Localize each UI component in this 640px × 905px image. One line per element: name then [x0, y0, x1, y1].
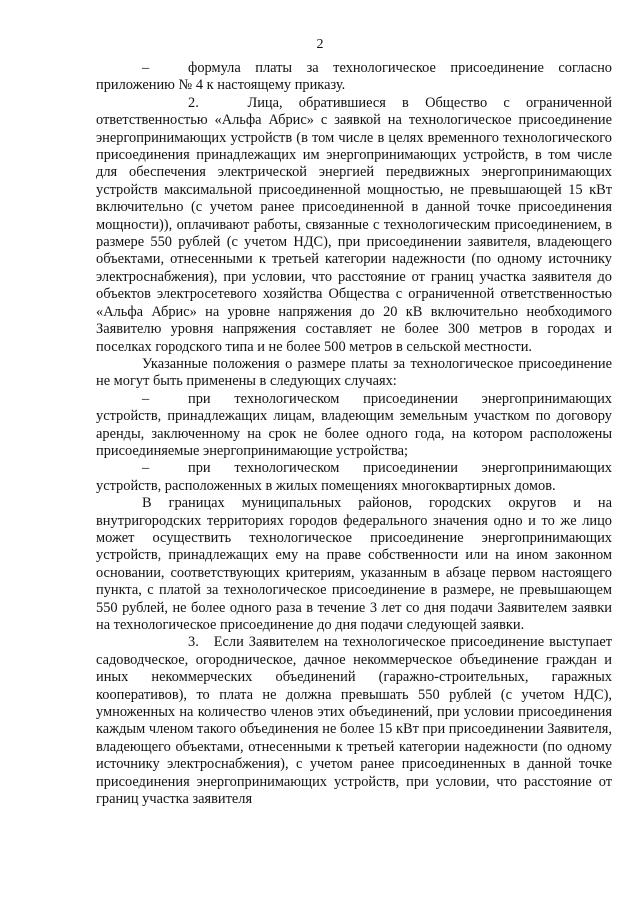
- list-dash: –: [142, 60, 150, 76]
- clause-number: 3.: [188, 634, 199, 651]
- list-dash: –: [142, 460, 150, 477]
- paragraph-exception-lease: [96, 391, 612, 461]
- paragraph-clause-3: [96, 634, 612, 808]
- paragraph-text: формула платы за технологическое присоединение согласно приложению № 4 к настоящему приказу.: [96, 60, 612, 94]
- paragraph-text: Лица, обратившиеся в Общество с ограниченной ответственностью «Альфа Абрис» с заявкой на технологическое присоединение энергопринимающих устройств (в том числе в целях временного технологического присоединения принадлежащих им энергопринимающих устройств, в том числе для обеспечения электрической энергией передвижных энергопринимающих устройств максимальной присоединенной мощностью, не превышающей 15 кВт включительно (с учетом ранее присоединенной в данной точке присоединения мощности)), оплачивают работы, связанные с технологическим присоединением, в размере 550 рублей (с учетом НДС), при присоединении заявителя, владеющего объектами, отнесенными к третьей категории надежности (по одному источнику электроснабжения), при условии, что расстояние от границ участка заявителя до объектов электросетевого хозяйства Общества с ограниченной ответственностью «Альфа Абрис» на уровне напряжения до 20 кВ включительно необходимого Заявителю уровня напряжения составляет не более 300 метров в городах и поселках городского типа и не более 500 метров в сельской местности.: [96, 94, 612, 355]
- document-body: [96, 60, 612, 808]
- paragraph-exceptions-intro: [96, 356, 612, 391]
- page-number: 2: [316, 37, 324, 52]
- list-dash: –: [142, 390, 150, 407]
- paragraph-formula-item: [96, 60, 612, 95]
- paragraph-clause-2: [96, 95, 612, 356]
- paragraph-text: при технологическом присоединении энергопринимающих устройств, принадлежащих лицам, владеющим земельным участком по договору аренды, заключенному на срок не более одного года, на котором расположены присоединяемые энергопринимающие устройства;: [96, 390, 612, 459]
- paragraph-text: В границах муниципальных районов, городских округов и на внутригородских территориях городов федерального значения одно и то же лицо может осуществить технологическое присоединение энергопринимающих устройств, принадлежащих ему на праве собственности или на ином законном основании, соответствующих критериям, указанным в абзаце первом настоящего пункта, с платой за технологическое присоединение в размере, не превышающем 550 рублей, не более одного раза в течение 3 лет со дня подачи Заявителем заявки на технологическое присоединение до дня подачи следующей заявки.: [96, 495, 612, 633]
- paragraph-territories: [96, 495, 612, 634]
- paragraph-text: Если Заявителем на технологическое присоединение выступает садоводческое, огородническое, дачное некоммерческое объединение граждан и иных некоммерческих объединений (гаражно-строительных, гаражных кооперативов), то плата не должна превышать 550 рублей (с учетом НДС), умноженных на количество членов этих объединений, при условии присоединения каждым членом такого объединения не более 15 кВт при присоединении Заявителя, владеющего объектами, отнесенными к третьей категории надежности (по одному источнику электроснабжения), с учетом ранее присоединенных в данной точке присоединения энергопринимающих устройств, при условии, что расстояние от границ участка заявителя: [96, 634, 612, 808]
- clause-number: 2.: [188, 94, 199, 111]
- paragraph-text: Указанные положения о размере платы за технологическое присоединение не могут быть применены в следующих случаях:: [96, 355, 612, 390]
- paragraph-exception-apartments: [96, 460, 612, 495]
- paragraph-text: при технологическом присоединении энергопринимающих устройств, расположенных в жилых помещениях многоквартирных домов.: [96, 460, 612, 494]
